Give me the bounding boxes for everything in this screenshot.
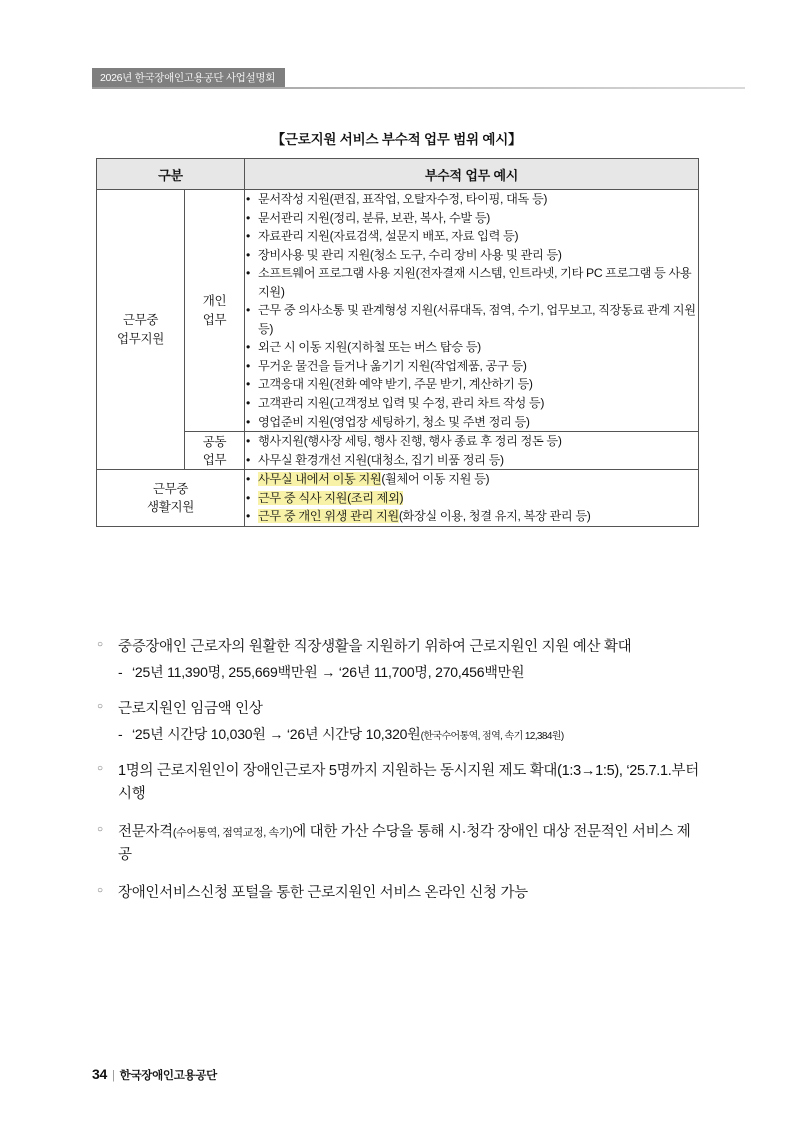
list-item-highlight: 근무 중 개인 위생 관리 지원: [258, 509, 399, 524]
list-item-highlight: 근무 중 식사 지원(조리 제외): [258, 490, 404, 505]
list-item: [245, 489, 698, 508]
content-item-sub-note: (한국수어통역, 점역, 속기 12,384원): [420, 731, 564, 743]
list-item-suffix: (화장실 이용, 청결 유지, 복장 관리 등): [398, 509, 591, 524]
content-item-head: ○ 장애인서비스신청 포털을 통한 근로지원인 서비스 온라인 신청 가능: [96, 882, 702, 905]
content-item: [96, 760, 702, 807]
list-item: • 장비사용 및 관리 지원(청소 도구, 수리 장비 사용 및 관리 등): [245, 246, 698, 265]
list-item: • 영업준비 지원(영업장 세팅하기, 청소 및 주변 정리 등): [245, 413, 698, 432]
list-item: [245, 470, 698, 489]
table-row: [97, 470, 699, 527]
list-item: • 고객관리 지원(고객정보 입력 및 수정, 관리 차트 작성 등): [245, 394, 698, 413]
row-category-work-support: 근무중 업무지원: [97, 190, 185, 470]
list-item: • 자료관리 지원(자료검색, 설문지 배포, 자료 입력 등): [245, 227, 698, 246]
list-item: • 문서작성 지원(편집, 표작업, 오탈자수정, 타이핑, 대독 등): [245, 190, 698, 209]
table-row: [97, 432, 699, 470]
content-item: [96, 821, 702, 868]
support-scope-table: [96, 158, 699, 527]
list-item: [245, 507, 698, 526]
page-footer: [92, 1066, 217, 1083]
table-header-examples: 부수적 업무 예시: [245, 159, 699, 190]
table-title: 【근로지원 서비스 부수적 업무 범위 예시】: [271, 132, 522, 147]
list-item: • 문서관리 지원(정리, 분류, 보관, 복사, 수발 등): [245, 209, 698, 228]
list-item: • 사무실 환경개선 지원(대청소, 집기 비품 정리 등): [245, 451, 698, 470]
list-item: • 근무 중 의사소통 및 관계형성 지원(서류대독, 점역, 수기, 업무보고, 직장동료 관계 지원 등): [245, 301, 698, 338]
footer-page-number: 34: [92, 1066, 107, 1082]
page-header: [0, 68, 793, 90]
content-item-head-note: (수어통역, 점역교정, 속기): [172, 826, 293, 839]
content-item: [96, 882, 702, 905]
content-item: [96, 698, 702, 746]
list-item: • 고객응대 지원(전화 예약 받기, 주문 받기, 계산하기 등): [245, 375, 698, 394]
row-subcategory-common: 공동 업무: [185, 432, 245, 470]
row-items-common: [245, 432, 699, 470]
header-tab-label: 2026년 한국장애인고용공단 사업설명회: [92, 68, 285, 88]
row-items-personal: [245, 190, 699, 432]
row-category-life-support: 근무중 생활지원: [97, 470, 245, 527]
bullet-list: [245, 470, 698, 526]
bullet-list: [245, 432, 698, 469]
footer-organization: 한국장애인고용공단: [119, 1070, 217, 1082]
list-item: • 무거운 물건을 들거나 옮기기 지원(작업제품, 공구 등): [245, 357, 698, 376]
header-divider: [92, 87, 745, 89]
bullet-list: [245, 190, 698, 431]
list-item: • 소프트웨어 프로그램 사용 지원(전자결재 시스템, 인트라넷, 기타 PC 프로그램 등 사용 지원): [245, 264, 698, 301]
content-item-sub: [96, 723, 702, 745]
content-item-head-text: 전문자격: [118, 823, 173, 840]
content-item-head: ○ 중증장애인 근로자의 원활한 직장생활을 지원하기 위하여 근로지원인 지원 예산 확대: [96, 636, 702, 659]
content-item-sub: - ‘25년 11,390명, 255,669백만원 → ‘26년 11,700명, 270,456백만원: [96, 661, 702, 683]
content-item: [96, 636, 702, 684]
list-item-suffix: (휠체어 이동 지원 등): [381, 472, 490, 487]
list-item-highlight: 사무실 내에서 이동 지원: [258, 472, 382, 487]
list-item: • 행사지원(행사장 세팅, 행사 진행, 행사 종료 후 정리 정돈 등): [245, 432, 698, 451]
content-item-sub-text: ‘25년 시간당 10,030원 → ‘26년 시간당 10,320원: [132, 726, 421, 743]
content-list: [96, 636, 702, 919]
content-item-head: ○ 근로지원인 임금액 인상: [96, 698, 702, 721]
table-header-category: 구분: [97, 159, 245, 190]
content-item-head: [96, 821, 702, 868]
content-item-head: ○ 1명의 근로지원인이 장애인근로자 5명까지 지원하는 동시지원 제도 확대(1:3→1:5), ‘25.7.1.부터 시행: [96, 760, 702, 807]
table-header-row: [97, 159, 699, 190]
list-item: • 외근 시 이동 지원(지하철 또는 버스 탑승 등): [245, 338, 698, 357]
row-items-life-support: [245, 470, 699, 527]
row-subcategory-personal: 개인 업무: [185, 190, 245, 432]
table-row: [97, 190, 699, 432]
content-item-head-tail: 에 대한 가산 수당을 통해 시·청각 장애인 대상 전문적인 서비스 제공: [118, 823, 691, 864]
footer-separator: |: [111, 1070, 115, 1082]
